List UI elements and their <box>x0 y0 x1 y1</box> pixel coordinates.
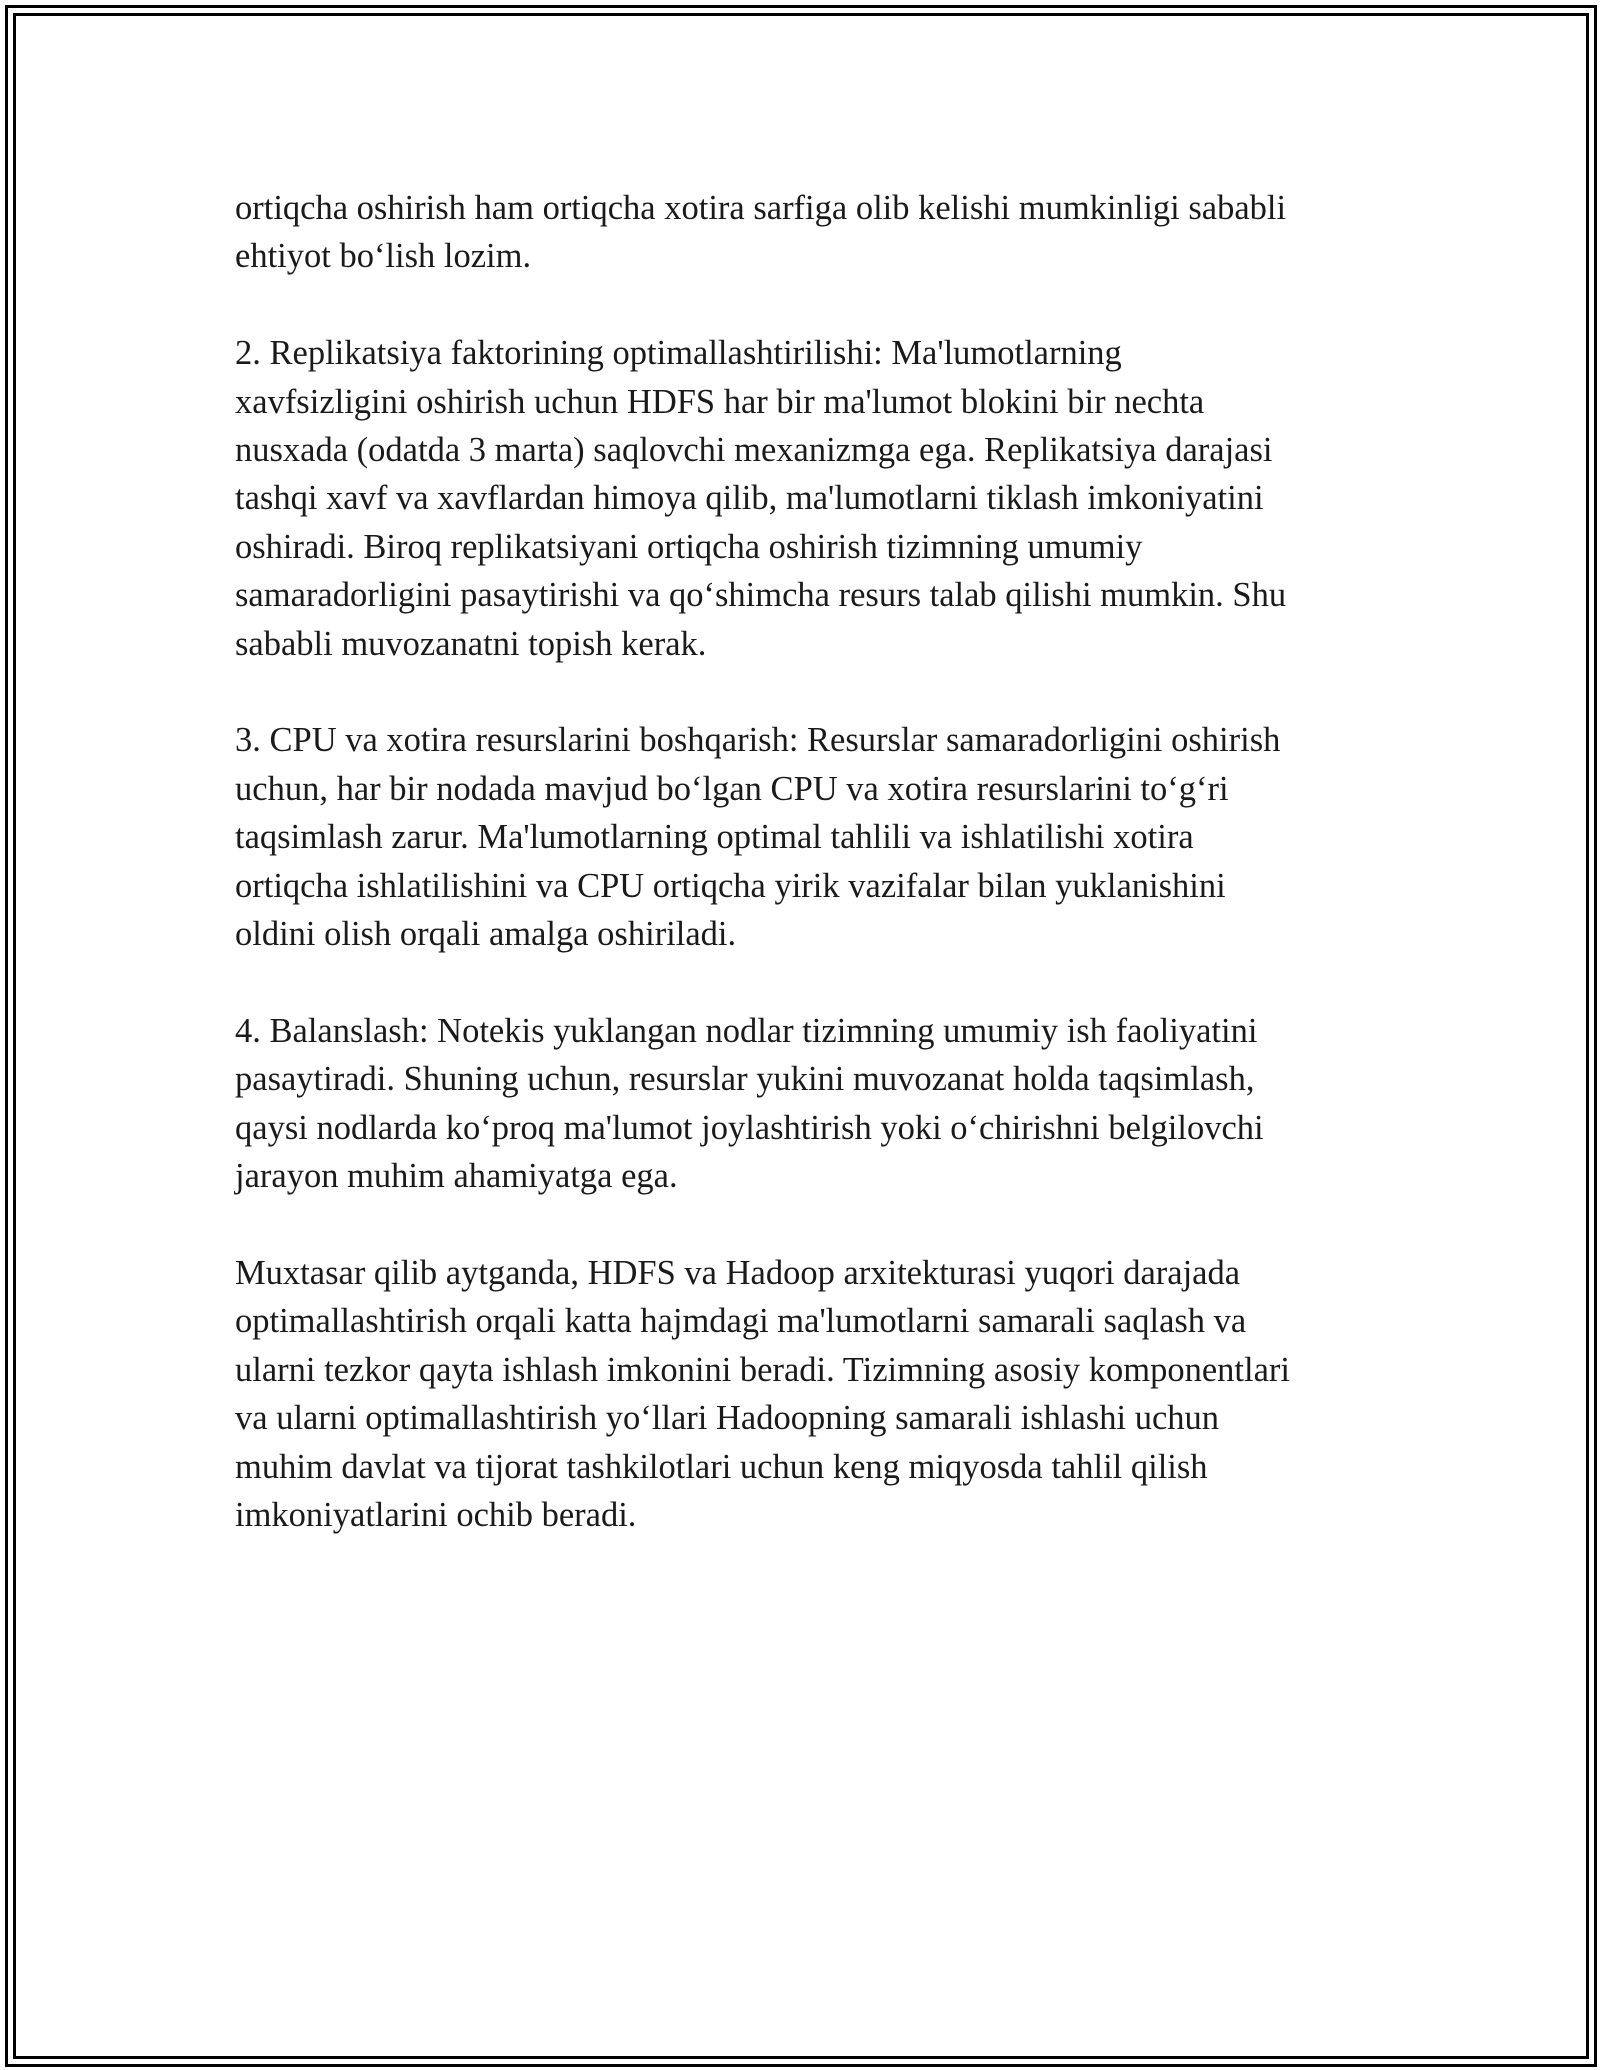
paragraph-conclusion <box>235 1249 1365 1539</box>
document-body <box>235 184 1365 1588</box>
text-line: Muxtasar qilib aytganda, HDFS va Hadoop arxitekturasi yuqori darajada <box>235 1253 1241 1292</box>
text-line: imkoniyatlarini ochib beradi. <box>235 1495 637 1534</box>
paragraph-cpu-memory <box>235 716 1365 958</box>
text-line: taqsimlash zarur. Ma'lumotlarning optimal tahlili va ishlatilishi xotira <box>235 818 1194 857</box>
text-line: xavfsizligini oshirish uchun HDFS har bir ma'lumot blokini bir nechta <box>235 382 1205 421</box>
text-line: uchun, har bir nodada mavjud bo‘lgan CPU va xotira resurslarini to‘g‘ri <box>235 769 1229 808</box>
text-line: oshiradi. Biroq replikatsiyani ortiqcha oshirish tizimning umumiy <box>235 527 1143 566</box>
paragraph-continuation <box>235 184 1365 281</box>
text-line: jarayon muhim ahamiyatga ega. <box>235 1157 678 1196</box>
paragraph-balancing <box>235 1007 1365 1201</box>
text-line: 3. CPU va xotira resurslarini boshqarish: Resurslar samaradorligini oshirish <box>235 721 1281 760</box>
text-line: ortiqcha ishlatilishini va CPU ortiqcha yirik vazifalar bilan yuklanishini <box>235 866 1226 905</box>
text-line: nusxada (odatda 3 marta) saqlovchi mexanizmga ega. Replikatsiya darajasi <box>235 431 1273 470</box>
text-line: va ularni optimallashtirish yo‘llari Hadoopning samarali ishlashi uchun <box>235 1399 1220 1438</box>
text-line: sababli muvozanatni topish kerak. <box>235 624 707 663</box>
text-line: ularni tezkor qayta ishlash imkonini beradi. Tizimning asosiy komponentlari <box>235 1350 1290 1389</box>
text-line: ortiqcha oshirish ham ortiqcha xotira sarfiga olib kelishi mumkinligi sababli <box>235 189 1287 227</box>
paragraph-replication-factor <box>235 329 1365 668</box>
text-line: oldini olish orqali amalga oshiriladi. <box>235 915 737 954</box>
text-line: ehtiyot bo‘lish lozim. <box>235 237 532 276</box>
text-line: pasaytiradi. Shuning uchun, resurslar yukini muvozanat holda taqsimlash, <box>235 1060 1255 1099</box>
text-line: muhim davlat va tijorat tashkilotlari uchun keng miqyosda tahlil qilish <box>235 1447 1208 1486</box>
text-line: tashqi xavf va xavflardan himoya qilib, ma'lumotlarni tiklash imkoniyatini <box>235 479 1264 518</box>
text-line: qaysi nodlarda ko‘proq ma'lumot joylashtirish yoki o‘chirishni belgilovchi <box>235 1108 1264 1147</box>
text-line: 2. Replikatsiya faktorining optimallashtirilishi: Ma'lumotlarning <box>235 334 1122 373</box>
text-line: samaradorligini pasaytirishi va qo‘shimcha resurs talab qilishi mumkin. Shu <box>235 576 1287 615</box>
text-line: optimallashtirish orqali katta hajmdagi ma'lumotlarni samarali saqlash va <box>235 1302 1247 1341</box>
text-line: 4. Balanslash: Notekis yuklangan nodlar tizimning umumiy ish faoliyatini <box>235 1011 1258 1050</box>
